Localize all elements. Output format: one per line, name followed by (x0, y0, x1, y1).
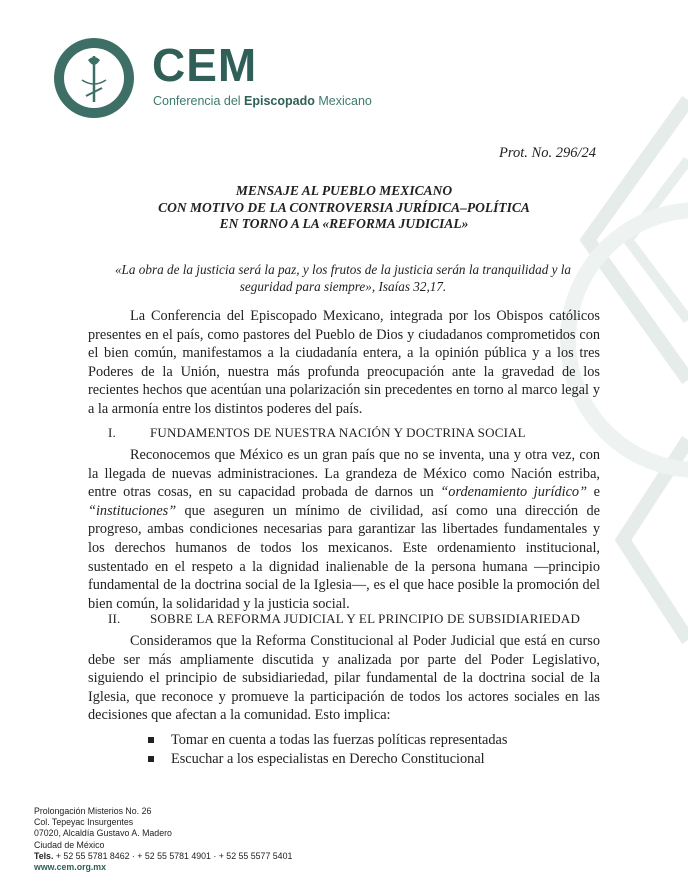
protocol-number: Prot. No. 296/24 (499, 145, 596, 161)
title-line: CON MOTIVO DE LA CONTROVERSIA JURÍDICA–POLÍTICA (158, 199, 530, 215)
cem-logo (52, 36, 372, 120)
website-link[interactable]: www.cem.org.mx (34, 862, 107, 873)
section-heading-1: I. FUNDAMENTOS DE NUESTRA NACIÓN Y DOCTRINA SOCIAL (108, 425, 526, 440)
paragraph-foundations: Reconocemos que México es un gran país que no se inventa, una y otra vez, con la llegada de nuevas administraciones. La grandeza de México como Nación estriba, entre otras cosas, en su capacidad probada de darnos un “ordenamiento jurídico” e “instituciones” que aseguren un mínimo de civilidad, así como una dirección de progreso, ambas condiciones necesarias para garantizar las libertades fundamentales y los derechos humanos de todos los mexicanos. Este ordenamiento institucional, sustentado en el respeto a la dignidad inalienable de la persona humana —principio fundamental de la doctrina social de la Iglesia—, es el que hace posible la promoción del bien común, la solidaridad y la justicia social. (88, 447, 601, 612)
epigraph-quote: «La obra de la justicia será la paz, y los frutos de la justicia serán la tranquilidad y la seguridad para siempre», Isaías 32,17. (114, 262, 572, 294)
bullet-square-icon (148, 756, 154, 762)
list-item: Tomar en cuenta a todas las fuerzas políticas representadas (148, 731, 507, 750)
logo-acronym: CEM (152, 39, 258, 91)
title-line: MENSAJE AL PUEBLO MEXICANO (235, 183, 453, 198)
cem-emblem-icon (52, 36, 136, 120)
document-title (0, 183, 688, 233)
title-line: EN TORNO A LA «REFORMA JUDICIAL» (219, 216, 469, 231)
logo-subtitle: Conferencia del Episcopado Mexicano (153, 94, 372, 108)
footer-phones: Tels. + 52 55 5781 8462 · + 52 55 5781 4901 · + 52 55 5577 5401 (34, 850, 293, 861)
list-item: Escuchar a los especialistas en Derecho Constitucional (148, 750, 507, 769)
section-heading-2: II. SOBRE LA REFORMA JUDICIAL Y EL PRINCIPIO DE SUBSIDIARIEDAD (108, 611, 581, 626)
bullet-square-icon (148, 737, 154, 743)
bullet-list (148, 731, 507, 768)
footer-address: Prolongación Misterios No. 26 Col. Tepeyac Insurgentes 07020, Alcaldía Gustavo A. Madero Ciudad de México Tels. + 52 55 5781 8462 · + 52 55 5781 4901 · + 52 55 5577 5401 www.cem.org.mx (34, 806, 293, 873)
paragraph-reform: Consideramos que la Reforma Constitucional al Poder Judicial que está en curso debe ser más ampliamente discutida y analizada por parte del Poder Legislativo, siguiendo el principio de subsidiariedad, pilar fundamental de la doctrina social de la Iglesia, que reconoce y promueve la participación de todos los actores sociales en las decisiones que afectan a la comunidad. Esto implica: (88, 633, 600, 724)
paragraph-intro: La Conferencia del Episcopado Mexicano, integrada por los Obispos católicos presentes en el país, como pastores del Pueblo de Dios y ciudadanos comprometidos con el bien común, manifestamos a la ciudadanía entera, a la opinión pública y a los tres Poderes de la Unión, nuestra más profunda preocupación ante la gravedad de los recientes hechos que acentúan una polarización sin precedentes en torno al marco legal y a la armonía entre los distintos poderes del país. (88, 308, 600, 417)
